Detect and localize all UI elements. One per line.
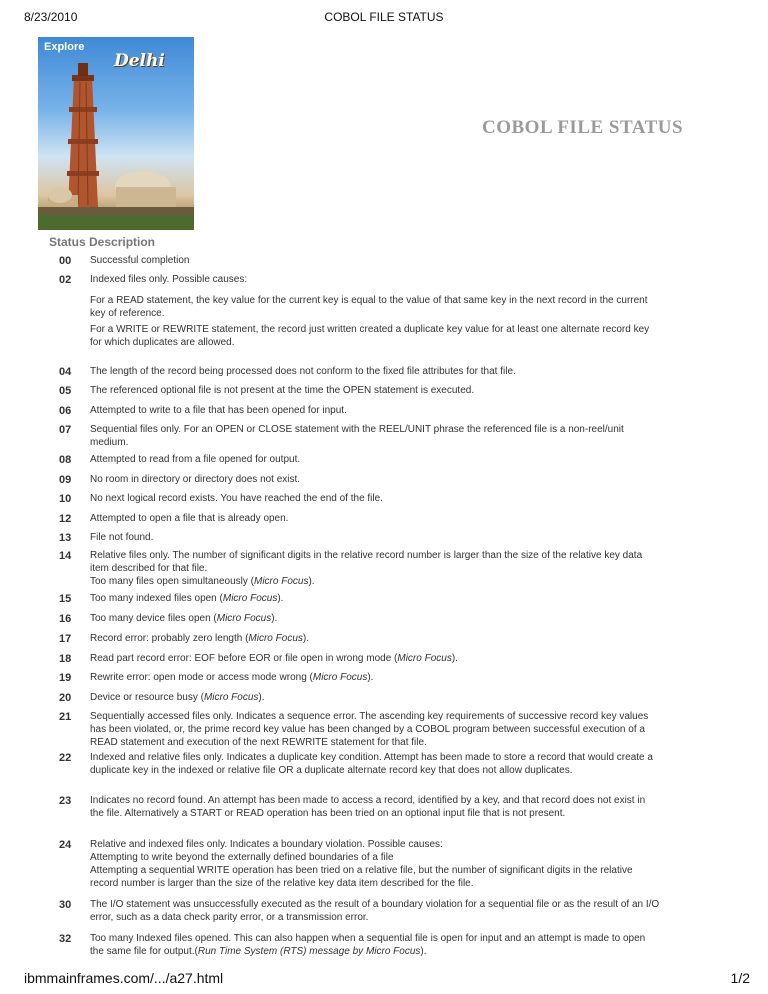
description-text: Attempting to write beyond the externally defined boundaries of a file xyxy=(90,852,394,863)
description-text: Attempting a sequential WRITE operation has been tried on a relative file, but the number of significant digits in the relative record number is larger than the size of the relative key data item described for the file. xyxy=(90,865,633,889)
description-text: The referenced optional file is not present at the time the OPEN statement is executed. xyxy=(90,385,475,396)
description-text: For a READ statement, the key value for the current key is equal to the value of that same key in the next record in the current key of reference. xyxy=(90,295,648,319)
status-code: 04 xyxy=(59,366,72,378)
status-code: 19 xyxy=(59,672,72,684)
status-description xyxy=(90,273,660,286)
description-text: Rewrite error: open mode or access mode wrong ( xyxy=(90,672,313,683)
status-code: 00 xyxy=(59,255,72,267)
description-text: Run Time System (RTS) message by Micro Focus xyxy=(197,946,421,957)
status-description xyxy=(90,512,660,525)
status-code: 18 xyxy=(59,653,72,665)
description-text: ). xyxy=(258,692,265,703)
status-description xyxy=(90,898,660,924)
status-code: 15 xyxy=(59,593,72,605)
status-description xyxy=(90,531,660,544)
status-code: 02 xyxy=(59,274,72,286)
status-description xyxy=(90,612,660,625)
status-code: 05 xyxy=(59,385,72,397)
status-code: 16 xyxy=(59,613,72,625)
description-text: Relative files only. The number of significant digits in the relative record number is larger than the size of the relative key data item described for that file. xyxy=(90,550,643,574)
status-code: 21 xyxy=(59,711,72,723)
description-text: Record error: probably zero length ( xyxy=(90,633,249,644)
description-text: ). xyxy=(367,672,374,683)
description-text: Micro Focus xyxy=(203,692,259,703)
description-text: Too many files open simultaneously ( xyxy=(90,576,254,587)
explore-delhi-banner xyxy=(38,37,194,230)
description-text: ). xyxy=(308,576,315,587)
status-code: 17 xyxy=(59,633,72,645)
status-description xyxy=(90,365,660,378)
description-text: Sequentially accessed files only. Indicates a sequence error. The ascending key requirements of successive record key values has been violated, or, the prime record key value has been changed by a COBOL program between successful execution of a READ statement and execution of the next REWRITE statement for that file. xyxy=(90,711,649,748)
status-code: 06 xyxy=(59,405,72,417)
status-description xyxy=(90,423,660,449)
status-description xyxy=(90,254,660,267)
status-code: 07 xyxy=(59,424,72,436)
status-description xyxy=(90,549,660,588)
status-description xyxy=(90,671,660,684)
status-description xyxy=(90,751,660,777)
status-description xyxy=(90,492,660,505)
status-code: 08 xyxy=(59,454,72,466)
status-code: 10 xyxy=(59,493,72,505)
description-text: Micro Focus xyxy=(397,653,452,664)
status-description xyxy=(90,453,660,466)
status-description xyxy=(90,710,660,749)
description-text: The length of the record being processed does not conform to the fixed file attributes for that file. xyxy=(90,366,516,377)
description-text: Micro Focus xyxy=(253,576,309,587)
description-text: No room in directory or directory does not exist. xyxy=(90,474,301,485)
status-description xyxy=(90,691,660,704)
description-text: Device or resource busy ( xyxy=(90,692,204,703)
banner-explore-label: Explore xyxy=(44,41,85,53)
description-text: Indexed files only. Possible causes: xyxy=(90,274,248,285)
status-code: 24 xyxy=(59,839,72,851)
status-description xyxy=(90,592,660,605)
footer-url: ibmmainframes.com/.../a27.html xyxy=(24,970,224,986)
description-text: ). xyxy=(277,593,284,604)
status-code: 30 xyxy=(59,899,72,911)
status-code: 09 xyxy=(59,474,72,486)
description-text: Sequential files only. For an OPEN or CLOSE statement with the REEL/UNIT phrase the referenced file is a non-reel/unit medium. xyxy=(90,424,624,448)
description-text: ). xyxy=(302,633,309,644)
description-text: Attempted to write to a file that has been opened for input. xyxy=(90,405,347,416)
description-text: ). xyxy=(420,946,427,957)
status-description xyxy=(90,794,660,820)
status-description xyxy=(90,838,660,890)
description-text: Indexed and relative files only. Indicates a duplicate key condition. Attempt has been made to store a record that would create a duplicate key in the indexed or relative file OR a duplicate alternate record key that does not allow duplicates. xyxy=(90,752,653,776)
status-description xyxy=(90,404,660,417)
description-text: Too many device files open ( xyxy=(90,613,217,624)
status-description xyxy=(90,323,660,349)
description-text: Attempted to open a file that is already open. xyxy=(90,513,289,524)
status-code: 20 xyxy=(59,692,72,704)
status-description xyxy=(90,652,660,665)
status-code: 23 xyxy=(59,795,72,807)
status-code: 12 xyxy=(59,513,72,525)
description-text: Too many indexed files open ( xyxy=(90,593,223,604)
description-text: File not found. xyxy=(90,532,154,543)
description-text: ). xyxy=(271,613,278,624)
description-text: No next logical record exists. You have reached the end of the file. xyxy=(90,493,383,504)
status-description xyxy=(90,294,660,320)
status-description xyxy=(90,932,660,958)
column-header-description: Description xyxy=(89,235,156,249)
description-text: Read part record error: EOF before EOR or file open in wrong mode ( xyxy=(90,653,398,664)
status-description xyxy=(90,384,660,397)
banner-city-label: Delhi xyxy=(114,51,165,71)
document-title: COBOL FILE STATUS xyxy=(482,117,684,138)
description-text: Micro Focus xyxy=(312,672,368,683)
description-text: The I/O statement was unsuccessfully executed as the result of a boundary violation for a sequential file or as the result of an I/O error, such as a data check parity error, or a transmission error. xyxy=(90,899,660,923)
description-text: Relative and indexed files only. Indicates a boundary violation. Possible causes: xyxy=(90,839,443,850)
status-code: 22 xyxy=(59,752,72,764)
column-header-status: Status xyxy=(49,235,86,249)
status-code: 32 xyxy=(59,933,72,945)
description-text: For a WRITE or REWRITE statement, the record just written created a duplicate key value for at least one alternate record key for which duplicates are allowed. xyxy=(90,324,650,348)
description-text: Indicates no record found. An attempt has been made to access a record, identified by a key, and that record does not exist in the file. Alternatively a START or READ operation has been tried on an optional input file that is not present. xyxy=(90,795,646,819)
status-code: 14 xyxy=(59,550,72,562)
print-header-title: COBOL FILE STATUS xyxy=(324,10,444,24)
print-date: 8/23/2010 xyxy=(24,10,78,24)
footer-page-number: 1/2 xyxy=(730,970,750,986)
description-text: Micro Focus xyxy=(222,593,278,604)
description-text: ). xyxy=(451,653,458,664)
description-text: Attempted to read from a file opened for output. xyxy=(90,454,301,465)
description-text: Successful completion xyxy=(90,255,190,266)
status-description xyxy=(90,473,660,486)
status-description xyxy=(90,632,660,645)
description-text: Micro Focus xyxy=(216,613,272,624)
description-text: Too many Indexed files opened. This can also happen when a sequential file is open for input and an attempt is made to open the same file for output.( xyxy=(90,933,646,957)
status-code: 13 xyxy=(59,532,72,544)
description-text: Micro Focus xyxy=(248,633,303,644)
